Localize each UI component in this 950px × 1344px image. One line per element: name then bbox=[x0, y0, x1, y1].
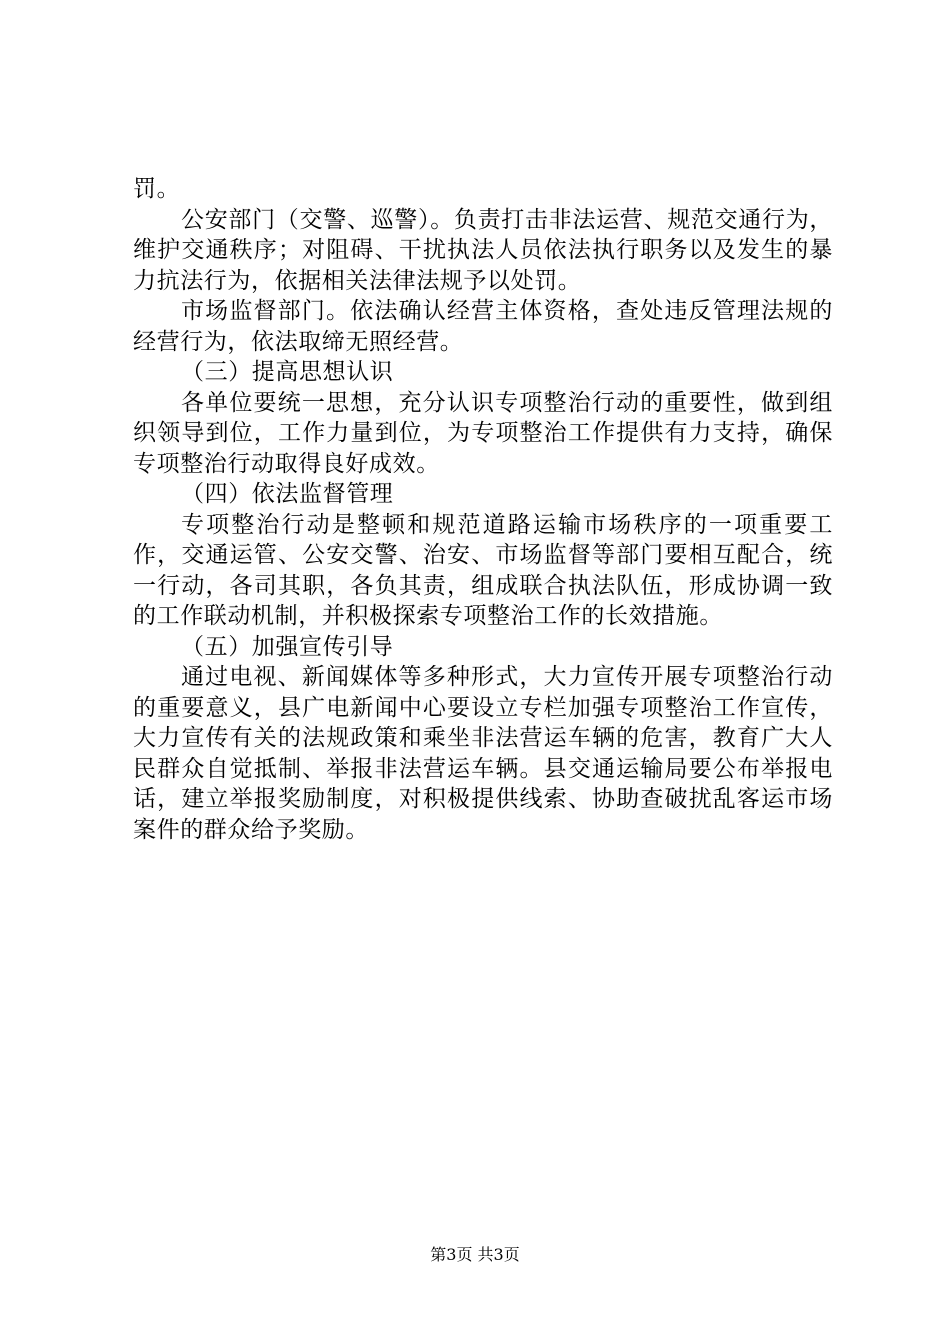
paragraph-awareness: 各单位要统一思想，充分认识专项整治行动的重要性，做到组织领导到位，工作力量到位，为专项整治工作提供有力支持，确保专项整治行动取得良好成效。 bbox=[133, 389, 833, 477]
paragraph-continuation: 罚。 bbox=[133, 176, 181, 202]
paragraph-market-supervision: 市场监督部门。依法确认经营主体资格，查处违反管理法规的经营行为，依法取缔无照经营。 bbox=[133, 298, 833, 355]
document-body bbox=[133, 174, 833, 845]
section-heading-four: （四）依法监督管理 bbox=[181, 481, 394, 507]
page-footer: 第3页 共3页 bbox=[430, 1245, 520, 1264]
section-heading-three: （三）提高思想认识 bbox=[181, 359, 394, 385]
paragraph-publicity: 通过电视、新闻媒体等多种形式，大力宣传开展专项整治行动的重要意义，县广电新闻中心要设立专栏加强专项整治工作宣传，大力宣传有关的法规政策和乘坐非法营运车辆的危害，教育广大人民群众自觉抵制、举报非法营运车辆。县交通运输局要公布举报电话，建立举报奖励制度，对积极提供线索、协助查破扰乱客运市场案件的群众给予奖励。 bbox=[133, 664, 833, 843]
section-heading-five: （五）加强宣传引导 bbox=[181, 633, 394, 660]
paragraph-supervision: 专项整治行动是整顿和规范道路运输市场秩序的一项重要工作，交通运管、公安交警、治安、市场监督等部门要相互配合，统一行动，各司其职，各负其责，组成联合执法队伍，形成协调一致的工作联动机制，并积极探索专项整治工作的长效措施。 bbox=[133, 511, 833, 629]
paragraph-public-security: 公安部门（交警、巡警）。负责打击非法运营、规范交通行为，维护交通秩序；对阻碍、干扰执法人员依法执行职务以及发生的暴力抗法行为，依据相关法律法规予以处罚。 bbox=[133, 206, 833, 294]
